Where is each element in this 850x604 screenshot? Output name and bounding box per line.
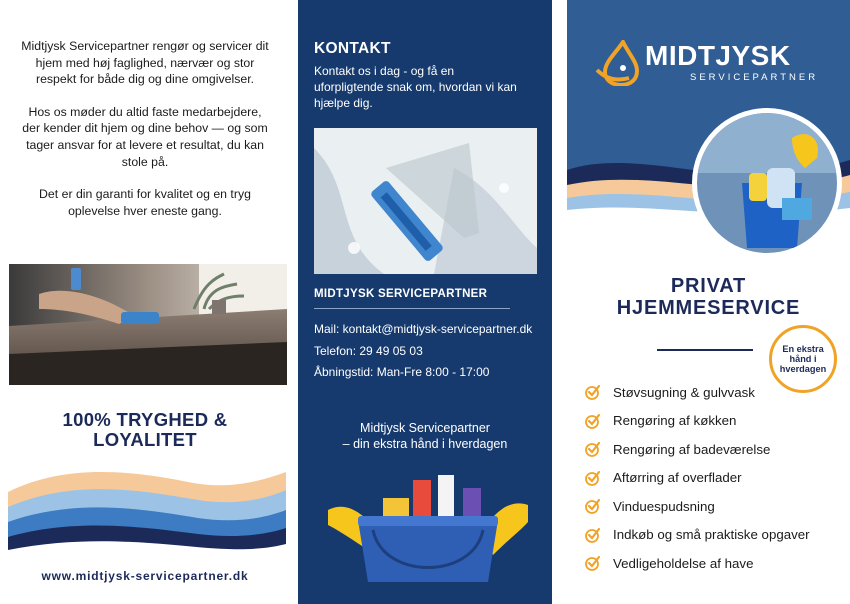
tagline-line-2: – din ekstra hånd i hverdagen [342, 437, 508, 451]
badge-line-3: hverdagen [779, 364, 827, 374]
service-item [585, 549, 810, 578]
service-label: Støvsugning & gulvvask [613, 384, 755, 400]
cover-title-line-2: HJEMMESERVICE [616, 297, 801, 319]
company-logo [595, 40, 835, 90]
cover-title [567, 275, 850, 319]
check-icon [585, 555, 601, 571]
service-item [585, 521, 810, 550]
check-icon [585, 498, 601, 514]
middle-panel [298, 0, 552, 604]
left-panel [0, 0, 290, 604]
title-underline [657, 349, 753, 351]
contact-email[interactable]: Mail: kontakt@midtjysk-servicepartner.dk [314, 322, 533, 336]
service-item [585, 378, 810, 407]
service-label: Rengøring af køkken [613, 413, 737, 429]
intro-paragraph-2: Hos os møder du altid faste medarbejdere, der kender dit hjem og dine behov — og som tager ansvar for at levere et resultat, du kan stole på. [22, 104, 268, 169]
service-label: Vinduespudsning [613, 498, 715, 514]
service-label: Vedligeholdelse af have [613, 555, 754, 571]
logo-wordmark: MIDTJYSK [645, 40, 791, 71]
opening-hours: Åbningstid: Man-Fre 8:00 - 17:00 [314, 365, 490, 379]
check-icon [585, 470, 601, 486]
window-cleaning-photo [314, 128, 537, 274]
right-panel [567, 0, 850, 604]
service-label: Indkøb og små praktiske opgaver [613, 527, 810, 543]
intro-paragraph-1: Midtjysk Servicepartner rengør og servicer dit hjem med høj faglighed, nærvær og stor respekt for både dig og dine omgivelser. [21, 39, 269, 87]
website-url[interactable]: www.midtjysk-servicepartner.dk [41, 569, 249, 583]
contact-phone[interactable]: Telefon: 29 49 05 03 [314, 344, 423, 358]
logo-subtitle: SERVICEPARTNER [690, 72, 819, 83]
intro-text [20, 38, 270, 235]
headline-line-2: LOYALITET [93, 429, 197, 450]
service-label: Rengøring af badeværelse [613, 441, 771, 457]
contact-text: Kontakt os i dag - og få en uforpligtende snak om, hvordan vi kan hjælpe dig. [314, 64, 517, 110]
cleaning-table-photo [9, 264, 287, 385]
badge-line-2: hånd i [789, 354, 817, 364]
service-item [585, 407, 810, 436]
check-icon [585, 384, 601, 400]
cleaning-bucket-illustration [323, 470, 533, 590]
cover-title-line-1: PRIVAT [670, 275, 747, 297]
service-item [585, 464, 810, 493]
divider [314, 308, 510, 309]
tagline-line-1: Midtjysk Servicepartner [360, 421, 490, 435]
services-list [585, 378, 810, 578]
check-icon [585, 413, 601, 429]
service-item [585, 435, 810, 464]
badge-line-1: En ekstra [782, 344, 824, 354]
contact-title: KONTAKT [314, 40, 391, 57]
company-name: MIDTJYSK SERVICEPARTNER [314, 288, 488, 300]
check-icon [585, 441, 601, 457]
product-photo-circle [692, 108, 842, 258]
intro-paragraph-3: Det er din garanti for kvalitet og en tryg oplevelse hver eneste gang. [39, 187, 251, 218]
headline-line-1: 100% TRYGHED & [62, 409, 228, 430]
check-icon [585, 527, 601, 543]
headline [0, 410, 290, 450]
service-label: Aftørring af overflader [613, 470, 742, 486]
logo-drop-icon [595, 40, 643, 86]
service-item [585, 492, 810, 521]
decorative-waves [8, 462, 286, 562]
